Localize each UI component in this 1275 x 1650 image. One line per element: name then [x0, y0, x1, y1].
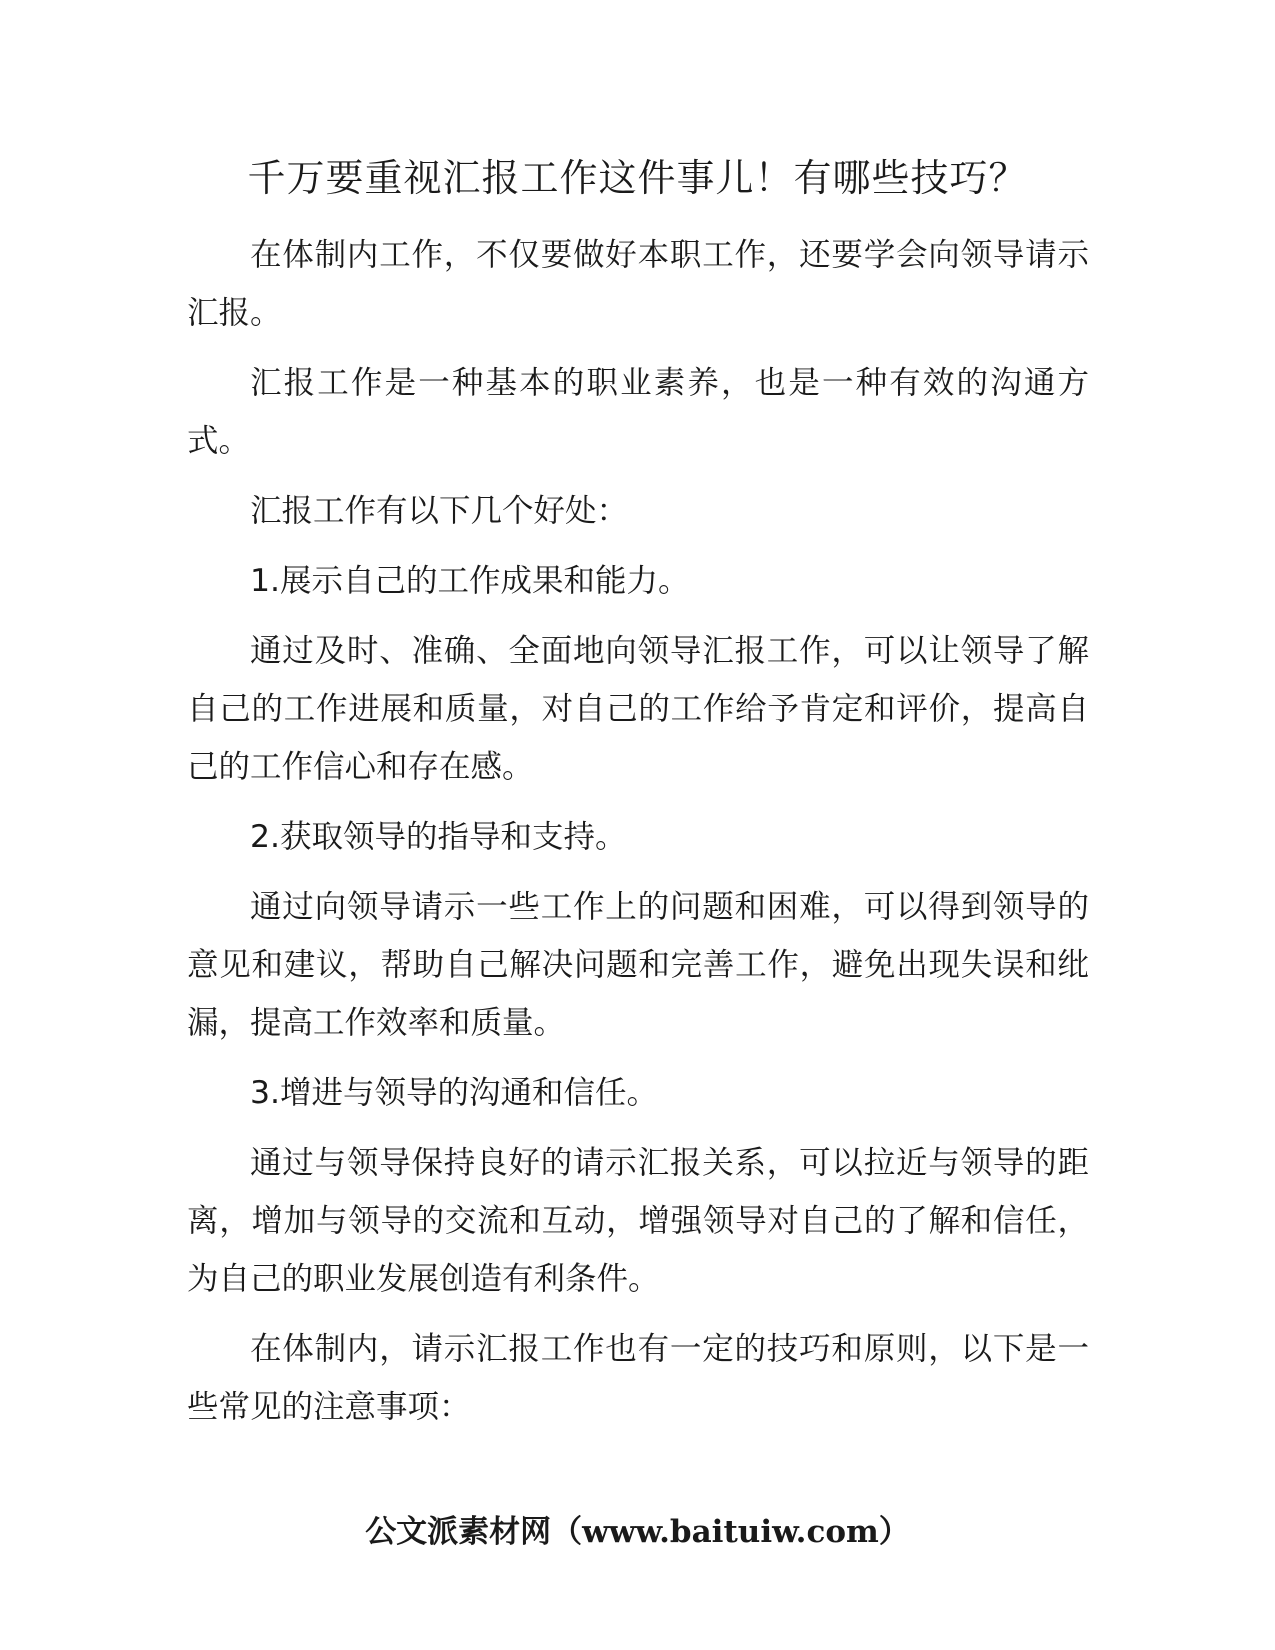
source-footer: 公文派素材网（www.baituiw.com） — [365, 1514, 910, 1550]
point-body-1: 通过及时、准确、全面地向领导汇报工作，可以让领导了解自己的工作进展和质量，对自己的工作给予肯定和评价，提高自己的工作信心和存在感。 — [187, 633, 1089, 785]
paragraph-definition: 汇报工作是一种基本的职业素养，也是一种有效的沟通方式。 — [187, 365, 1089, 459]
point-heading-1: 1.展示自己的工作成果和能力。 — [250, 563, 690, 599]
paragraph-intro: 在体制内工作，不仅要做好本职工作，还要学会向领导请示汇报。 — [187, 237, 1089, 331]
point-body-3: 通过与领导保持良好的请示汇报关系，可以拉近与领导的距离，增加与领导的交流和互动，增强领导对自己的了解和信任，为自己的职业发展创造有利条件。 — [187, 1145, 1089, 1297]
document-title: 千万要重视汇报工作这件事儿！有哪些技巧？ — [247, 156, 1028, 200]
paragraph-benefits-lead: 汇报工作有以下几个好处： — [250, 493, 629, 529]
document-body — [187, 226, 1089, 1448]
point-heading-3: 3.增进与领导的沟通和信任。 — [250, 1075, 659, 1111]
paragraph-tips-lead: 在体制内，请示汇报工作也有一定的技巧和原则，以下是一些常见的注意事项： — [187, 1331, 1089, 1425]
point-body-2: 通过向领导请示一些工作上的问题和困难，可以得到领导的意见和建议，帮助自己解决问题和完善工作，避免出现失误和纰漏，提高工作效率和质量。 — [187, 889, 1089, 1041]
point-heading-2: 2.获取领导的指导和支持。 — [250, 819, 627, 855]
